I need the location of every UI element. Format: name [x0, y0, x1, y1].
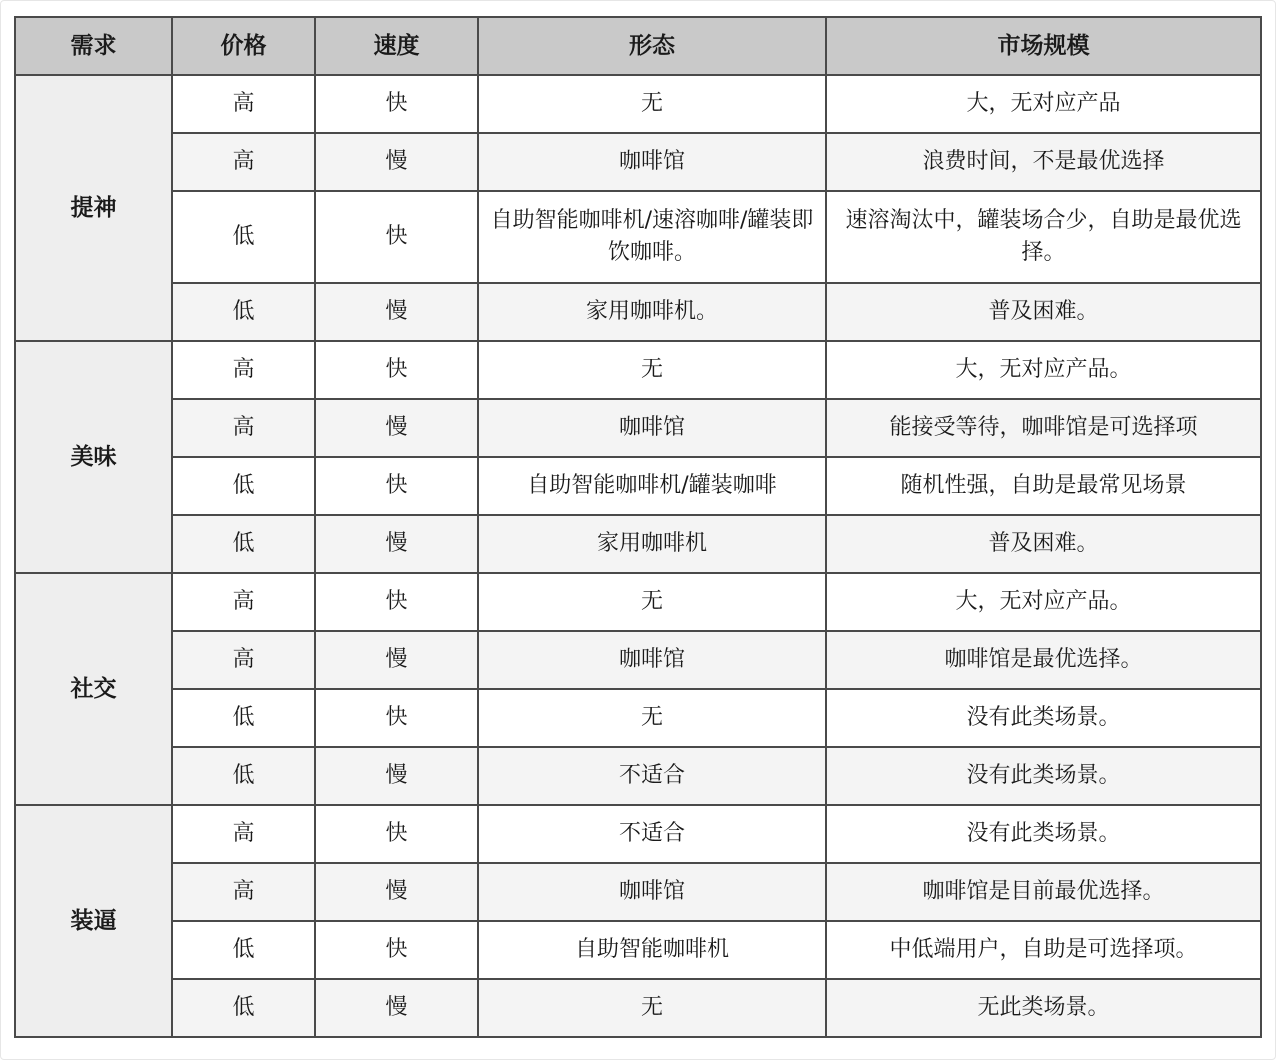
speed-cell: 快 [315, 341, 478, 399]
form-cell: 无 [478, 75, 826, 133]
table-row [15, 283, 1261, 341]
market-cell: 大，无对应产品。 [826, 573, 1261, 631]
form-cell: 咖啡馆 [478, 133, 826, 191]
speed-cell: 慢 [315, 515, 478, 573]
form-cell: 咖啡馆 [478, 863, 826, 921]
form-cell: 无 [478, 573, 826, 631]
price-cell: 低 [172, 921, 315, 979]
speed-cell: 慢 [315, 133, 478, 191]
need-cell: 提神 [15, 75, 172, 341]
price-cell: 高 [172, 75, 315, 133]
speed-cell: 快 [315, 75, 478, 133]
header-need: 需求 [15, 17, 172, 75]
speed-cell: 快 [315, 191, 478, 283]
price-cell: 高 [172, 863, 315, 921]
market-cell: 无此类场景。 [826, 979, 1261, 1037]
price-cell: 高 [172, 573, 315, 631]
market-cell: 普及困难。 [826, 283, 1261, 341]
price-cell: 低 [172, 283, 315, 341]
speed-cell: 慢 [315, 863, 478, 921]
header-form: 形态 [478, 17, 826, 75]
form-cell: 自助智能咖啡机 [478, 921, 826, 979]
form-cell: 无 [478, 689, 826, 747]
need-cell: 美味 [15, 341, 172, 573]
price-cell: 高 [172, 631, 315, 689]
table-row [15, 191, 1261, 283]
market-cell: 咖啡馆是目前最优选择。 [826, 863, 1261, 921]
form-cell: 家用咖啡机。 [478, 283, 826, 341]
table-row [15, 399, 1261, 457]
market-cell: 没有此类场景。 [826, 747, 1261, 805]
speed-cell: 快 [315, 689, 478, 747]
speed-cell: 快 [315, 805, 478, 863]
form-cell: 自助智能咖啡机/罐装咖啡 [478, 457, 826, 515]
speed-cell: 慢 [315, 747, 478, 805]
market-cell: 浪费时间，不是最优选择 [826, 133, 1261, 191]
market-cell: 大，无对应产品。 [826, 341, 1261, 399]
speed-cell: 慢 [315, 631, 478, 689]
need-cell: 社交 [15, 573, 172, 805]
form-cell: 不适合 [478, 747, 826, 805]
market-cell: 中低端用户，自助是可选择项。 [826, 921, 1261, 979]
speed-cell: 快 [315, 921, 478, 979]
table-row [15, 921, 1261, 979]
market-cell: 没有此类场景。 [826, 689, 1261, 747]
table-row [15, 863, 1261, 921]
form-cell: 咖啡馆 [478, 631, 826, 689]
price-cell: 低 [172, 689, 315, 747]
form-cell: 无 [478, 341, 826, 399]
header-row [15, 17, 1261, 75]
market-cell: 速溶淘汰中，罐装场合少，自助是最优选择。 [826, 191, 1261, 283]
market-cell: 随机性强，自助是最常见场景 [826, 457, 1261, 515]
form-cell: 家用咖啡机 [478, 515, 826, 573]
price-cell: 高 [172, 133, 315, 191]
market-cell: 没有此类场景。 [826, 805, 1261, 863]
speed-cell: 慢 [315, 399, 478, 457]
coffee-demand-table [14, 16, 1262, 1038]
market-cell: 大，无对应产品 [826, 75, 1261, 133]
table-row [15, 341, 1261, 399]
speed-cell: 慢 [315, 979, 478, 1037]
market-cell: 普及困难。 [826, 515, 1261, 573]
table-row [15, 631, 1261, 689]
table-row [15, 515, 1261, 573]
price-cell: 低 [172, 747, 315, 805]
market-cell: 能接受等待，咖啡馆是可选择项 [826, 399, 1261, 457]
price-cell: 低 [172, 191, 315, 283]
price-cell: 低 [172, 979, 315, 1037]
need-cell: 装逼 [15, 805, 172, 1037]
header-speed: 速度 [315, 17, 478, 75]
speed-cell: 快 [315, 573, 478, 631]
price-cell: 低 [172, 515, 315, 573]
price-cell: 高 [172, 399, 315, 457]
price-cell: 高 [172, 341, 315, 399]
table-row [15, 573, 1261, 631]
table-row [15, 75, 1261, 133]
market-cell: 咖啡馆是最优选择。 [826, 631, 1261, 689]
speed-cell: 快 [315, 457, 478, 515]
table-row [15, 747, 1261, 805]
header-market-size: 市场规模 [826, 17, 1261, 75]
table-row [15, 805, 1261, 863]
table-row [15, 133, 1261, 191]
price-cell: 高 [172, 805, 315, 863]
table-row [15, 979, 1261, 1037]
header-price: 价格 [172, 17, 315, 75]
table-row [15, 457, 1261, 515]
form-cell: 无 [478, 979, 826, 1037]
form-cell: 自助智能咖啡机/速溶咖啡/罐装即饮咖啡。 [478, 191, 826, 283]
form-cell: 不适合 [478, 805, 826, 863]
form-cell: 咖啡馆 [478, 399, 826, 457]
table-row [15, 689, 1261, 747]
speed-cell: 慢 [315, 283, 478, 341]
price-cell: 低 [172, 457, 315, 515]
